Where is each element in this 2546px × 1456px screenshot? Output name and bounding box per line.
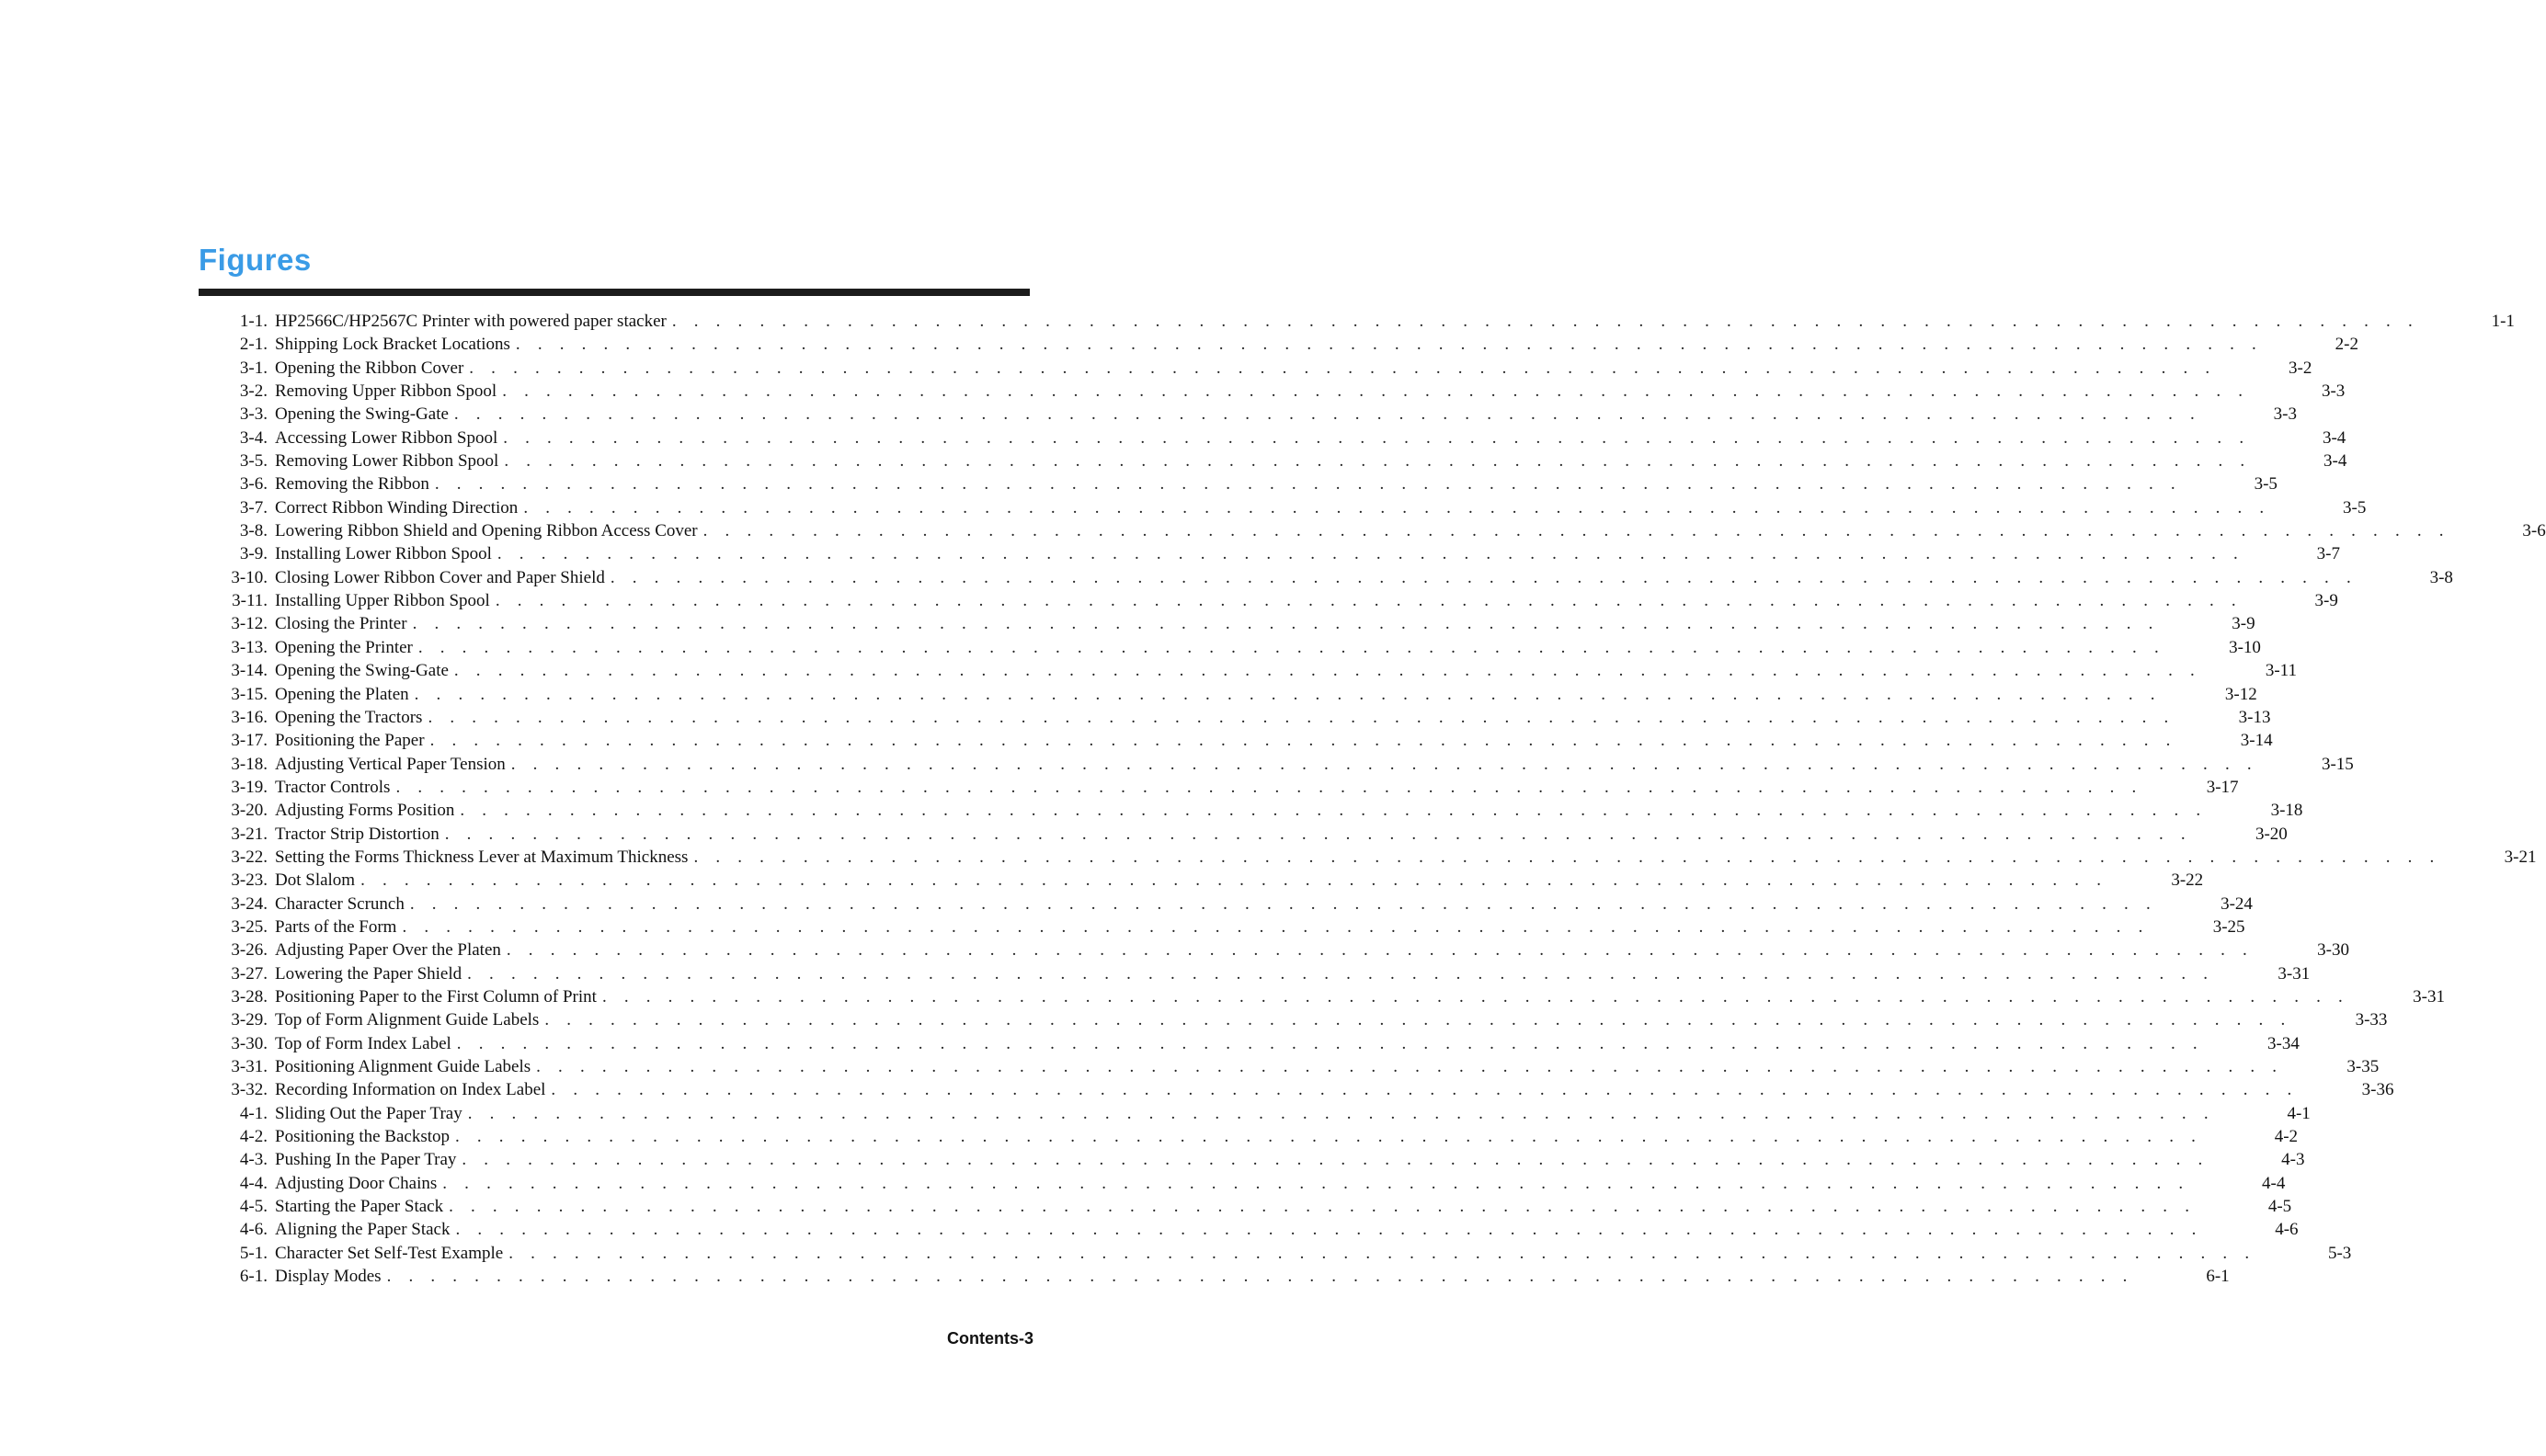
- dot-leader: . . . . . . . . . . . . . . . . . . . . . . . . . . . . . . . . . . . . . . . . . . . . . . . . . . . . . . . . . . . . . . . . . . . . . . . . . . . . . . . .: [467, 1103, 2215, 1123]
- figure-entry[interactable]: [211, 893, 2253, 917]
- figure-page: 3-35: [2346, 1057, 2380, 1076]
- figure-entry[interactable]: [211, 940, 2349, 963]
- figure-title: Adjusting Forms Position: [275, 801, 455, 821]
- figure-number: 3-9.: [239, 544, 268, 564]
- figure-entry[interactable]: [211, 1243, 2352, 1267]
- figure-title: Top of Form Alignment Guide Labels: [275, 1010, 540, 1030]
- figure-entry[interactable]: [211, 731, 2273, 754]
- figure-entry[interactable]: [211, 870, 2204, 893]
- figure-number: 3-2.: [239, 381, 268, 402]
- figure-number: 5-1.: [239, 1243, 268, 1263]
- figure-number: 3-18.: [231, 754, 268, 774]
- dot-leader: . . . . . . . . . . . . . . . . . . . . . . . . . . . . . . . . . . . . . . . . . . . . . . . . . . . . . . . . . . . . . . . . . . . . . . . . . . . . . . . .: [467, 963, 2215, 984]
- figure-title: Lowering the Paper Shield: [275, 963, 462, 984]
- heading-rule: [199, 289, 1030, 296]
- figure-entry[interactable]: [211, 824, 2288, 847]
- dot-leader: . . . . . . . . . . . . . . . . . . . . . . . . . . . . . . . . . . . . . . . . . . . . . . . . . . . . . . . . . . . . . . . . . . . . . . . . . . . . . . . .: [409, 893, 2157, 914]
- figure-entry[interactable]: [211, 847, 2537, 870]
- figure-page: 3-4: [2323, 451, 2347, 472]
- figure-title: Correct Ribbon Winding Direction: [275, 497, 519, 518]
- figure-entry[interactable]: [211, 1033, 2300, 1057]
- figure-number: 1-1.: [239, 312, 268, 331]
- figure-entry[interactable]: [211, 614, 2255, 637]
- figure-number: 4-3.: [239, 1150, 268, 1170]
- dot-leader: . . . . . . . . . . . . . . . . . . . . . . . . . . . . . . . . . . . . . . . . . . . . . . . . . . . . . . . . . . . . . . . . . . . . . . . . . . . . . . . .: [497, 544, 2244, 564]
- figure-page: 4-1: [2287, 1103, 2311, 1123]
- dot-leader: . . . . . . . . . . . . . . . . . . . . . . . . . . . . . . . . . . . . . . . . . . . . . . . . . . . . . . . . . . . . . . . . . . . . . . . . . . . . . . . .: [414, 684, 2162, 704]
- figure-number: 2-1.: [239, 335, 268, 355]
- figure-page: 3-7: [2316, 544, 2340, 564]
- figure-number: 3-24.: [231, 893, 268, 914]
- figure-number: 3-27.: [231, 963, 268, 984]
- figure-title: Positioning Alignment Guide Labels: [275, 1057, 531, 1076]
- figure-page: 3-33: [2355, 1010, 2388, 1030]
- figure-page: 4-5: [2267, 1197, 2292, 1217]
- figure-number: 3-31.: [231, 1057, 268, 1076]
- figure-title: Top of Form Index Label: [275, 1033, 451, 1053]
- dot-leader: . . . . . . . . . . . . . . . . . . . . . . . . . . . . . . . . . . . . . . . . . . . . . . . . . . . . . . . . . . . . . . . . . . . . . . . . . . . . . . . .: [412, 614, 2160, 634]
- dot-leader: . . . . . . . . . . . . . . . . . . . . . . . . . . . . . . . . . . . . . . . . . . . . . . . . . . . . . . . . . . . . . . . . . . . . . . . . . . . . . . . .: [702, 521, 2450, 541]
- figure-entry[interactable]: [211, 1127, 2299, 1150]
- figure-page: 3-9: [2232, 614, 2255, 634]
- figure-page: 4-4: [2262, 1173, 2286, 1193]
- figure-entry[interactable]: [211, 497, 2367, 521]
- figure-number: 3-13.: [231, 637, 268, 657]
- figure-number: 3-21.: [231, 824, 268, 844]
- figure-number: 3-29.: [231, 1010, 268, 1030]
- dot-leader: . . . . . . . . . . . . . . . . . . . . . . . . . . . . . . . . . . . . . . . . . . . . . . . . . . . . . . . . . . . . . . . . . . . . . . . . . . . . . . . .: [417, 637, 2165, 657]
- figure-page: 3-3: [2321, 381, 2346, 402]
- figure-page: 6-1: [2206, 1267, 2230, 1287]
- dot-leader: . . . . . . . . . . . . . . . . . . . . . . . . . . . . . . . . . . . . . . . . . . . . . . . . . . . . . . . . . . . . . . . . . . . . . . . . . . . . . . . .: [515, 335, 2263, 355]
- dot-leader: . . . . . . . . . . . . . . . . . . . . . . . . . . . . . . . . . . . . . . . . . . . . . . . . . . . . . . . . . . . . . . . . . . . . . . . . . . . . . . . .: [386, 1267, 2134, 1287]
- figure-page: 4-6: [2275, 1220, 2299, 1240]
- dot-leader: . . . . . . . . . . . . . . . . . . . . . . . . . . . . . . . . . . . . . . . . . . . . . . . . . . . . . . . . . . . . . . . . . . . . . . . . . . . . . . . .: [508, 1243, 2256, 1263]
- figure-page: 1-1: [2491, 312, 2515, 331]
- dot-leader: . . . . . . . . . . . . . . . . . . . . . . . . . . . . . . . . . . . . . . . . . . . . . . . . . . . . . . . . . . . . . . . . . . . . . . . . . . . . . . . .: [460, 801, 2208, 821]
- figure-title: Dot Slalom: [275, 870, 356, 891]
- dot-leader: . . . . . . . . . . . . . . . . . . . . . . . . . . . . . . . . . . . . . . . . . . . . . . . . . . . . . . . . . . . . . . . . . . . . . . . . . . . . . . . .: [453, 661, 2201, 681]
- figure-entry[interactable]: [211, 1173, 2286, 1197]
- figure-page: 3-3: [2273, 404, 2297, 425]
- dot-leader: . . . . . . . . . . . . . . . . . . . . . . . . . . . . . . . . . . . . . . . . . . . . . . . . . . . . . . . . . . . . . . . . . . . . . . . . . . . . . . . .: [503, 427, 2251, 448]
- figure-entry[interactable]: [211, 544, 2340, 567]
- figure-title: HP2566C/HP2567C Printer with powered paper stacker: [275, 312, 667, 331]
- figure-number: 3-3.: [239, 404, 268, 425]
- figure-page: 4-3: [2281, 1150, 2305, 1170]
- figure-title: Adjusting Door Chains: [275, 1173, 438, 1193]
- dot-leader: . . . . . . . . . . . . . . . . . . . . . . . . . . . . . . . . . . . . . . . . . . . . . . . . . . . . . . . . . . . . . . . . . . . . . . . . . . . . . . . .: [544, 1010, 2292, 1030]
- figure-title: Opening the Printer: [275, 637, 413, 657]
- figure-entry[interactable]: [211, 404, 2297, 427]
- figure-number: 3-32.: [231, 1080, 268, 1100]
- figure-page: 3-18: [2270, 801, 2303, 821]
- figure-entry[interactable]: [211, 1103, 2311, 1127]
- figure-title: Removing the Ribbon: [275, 474, 429, 495]
- dot-leader: . . . . . . . . . . . . . . . . . . . . . . . . . . . . . . . . . . . . . . . . . . . . . . . . . . . . . . . . . . . . . . . . . . . . . . . . . . . . . . . .: [462, 1150, 2209, 1170]
- figure-number: 4-6.: [239, 1220, 268, 1240]
- figure-number: 3-19.: [231, 777, 268, 797]
- dot-leader: . . . . . . . . . . . . . . . . . . . . . . . . . . . . . . . . . . . . . . . . . . . . . . . . . . . . . . . . . . . . . . . . . . . . . . . . . . . . . . . .: [395, 777, 2143, 797]
- figure-title: Aligning the Paper Stack: [275, 1220, 451, 1240]
- figure-page: 3-2: [2289, 358, 2312, 378]
- figure-title: Opening the Platen: [275, 684, 409, 704]
- figure-title: Accessing Lower Ribbon Spool: [275, 427, 498, 448]
- figure-number: 3-8.: [239, 521, 268, 541]
- figure-page: 3-25: [2212, 916, 2245, 937]
- figure-number: 3-25.: [231, 916, 268, 937]
- figure-number: 3-14.: [231, 661, 268, 681]
- figure-number: 6-1.: [239, 1267, 268, 1287]
- figure-entry[interactable]: [211, 777, 2239, 801]
- figure-number: 3-1.: [239, 358, 268, 378]
- figure-entry[interactable]: [211, 801, 2303, 824]
- figure-number: 3-11.: [232, 591, 268, 611]
- dot-leader: . . . . . . . . . . . . . . . . . . . . . . . . . . . . . . . . . . . . . . . . . . . . . . . . . . . . . . . . . . . . . . . . . . . . . . . . . . . . . . . .: [455, 1127, 2203, 1147]
- figure-entry[interactable]: [211, 567, 2453, 591]
- figure-title: Setting the Forms Thickness Lever at Maximum Thickness: [275, 847, 689, 867]
- figure-title: Lowering Ribbon Shield and Opening Ribbon Access Cover: [275, 521, 698, 541]
- figure-entry[interactable]: [211, 1080, 2394, 1103]
- figure-page: 3-17: [2206, 777, 2239, 797]
- figure-title: Opening the Ribbon Cover: [275, 358, 464, 378]
- figure-entry[interactable]: [211, 358, 2312, 381]
- figure-title: Sliding Out the Paper Tray: [275, 1103, 462, 1123]
- figure-page: 3-4: [2322, 427, 2346, 448]
- figure-page: 3-22: [2171, 870, 2204, 891]
- figure-page: 3-12: [2224, 684, 2257, 704]
- figure-title: Installing Lower Ribbon Spool: [275, 544, 492, 564]
- figure-title: Removing Lower Ribbon Spool: [275, 451, 499, 472]
- figure-title: Character Scrunch: [275, 893, 405, 914]
- dot-leader: . . . . . . . . . . . . . . . . . . . . . . . . . . . . . . . . . . . . . . . . . . . . . . . . . . . . . . . . . . . . . . . . . . . . . . . . . . . . . . . .: [456, 1033, 2204, 1053]
- figure-entry[interactable]: [211, 427, 2346, 451]
- figure-page: 3-5: [2254, 474, 2278, 495]
- figure-page: 3-20: [2255, 824, 2288, 844]
- figure-entry[interactable]: [211, 986, 2445, 1010]
- figure-entry[interactable]: [211, 1150, 2305, 1173]
- dot-leader: . . . . . . . . . . . . . . . . . . . . . . . . . . . . . . . . . . . . . . . . . . . . . . . . . . . . . . . . . . . . . . . . . . . . . . . . . . . . . . . .: [434, 474, 2182, 495]
- figure-page: 3-31: [2278, 963, 2311, 984]
- figure-entry[interactable]: [211, 591, 2338, 614]
- dot-leader: . . . . . . . . . . . . . . . . . . . . . . . . . . . . . . . . . . . . . . . . . . . . . . . . . . . . . . . . . . . . . . . . . . . . . . . . . . . . . . . .: [453, 404, 2201, 425]
- figure-entry[interactable]: [211, 637, 2261, 661]
- figure-title: Recording Information on Index Label: [275, 1080, 546, 1100]
- figure-number: 3-16.: [231, 707, 268, 727]
- figure-page: 5-3: [2327, 1243, 2352, 1263]
- figure-entry[interactable]: [211, 963, 2311, 987]
- figure-page: 3-14: [2240, 731, 2273, 751]
- figure-entry[interactable]: [211, 521, 2546, 544]
- figure-title: Opening the Swing-Gate: [275, 404, 449, 425]
- figure-title: Pushing In the Paper Tray: [275, 1150, 457, 1170]
- figure-entry[interactable]: [211, 1197, 2292, 1220]
- figure-page: 3-9: [2314, 591, 2338, 611]
- figure-title: Removing Upper Ribbon Spool: [275, 381, 497, 402]
- figure-page: 3-6: [2522, 521, 2546, 541]
- figure-entry[interactable]: [211, 754, 2354, 778]
- figure-number: 3-7.: [239, 497, 268, 518]
- figure-entry[interactable]: [211, 1267, 2230, 1290]
- dot-leader: . . . . . . . . . . . . . . . . . . . . . . . . . . . . . . . . . . . . . . . . . . . . . . . . . . . . . . . . . . . . . . . . . . . . . . . . . . . . . . . .: [428, 707, 2175, 727]
- dot-leader: . . . . . . . . . . . . . . . . . . . . . . . . . . . . . . . . . . . . . . . . . . . . . . . . . . . . . . . . . . . . . . . . . . . . . . . . . . . . . . . .: [671, 312, 2419, 331]
- dot-leader: . . . . . . . . . . . . . . . . . . . . . . . . . . . . . . . . . . . . . . . . . . . . . . . . . . . . . . . . . . . . . . . . . . . . . . . . . . . . . . . .: [402, 916, 2150, 937]
- figure-number: 3-10.: [231, 567, 268, 587]
- figure-number: 3-23.: [231, 870, 268, 891]
- figure-number: 3-26.: [231, 940, 268, 961]
- figure-number: 4-4.: [239, 1173, 268, 1193]
- dot-leader: . . . . . . . . . . . . . . . . . . . . . . . . . . . . . . . . . . . . . . . . . . . . . . . . . . . . . . . . . . . . . . . . . . . . . . . . . . . . . . . .: [360, 870, 2108, 891]
- figure-number: 3-22.: [231, 847, 268, 867]
- dot-leader: . . . . . . . . . . . . . . . . . . . . . . . . . . . . . . . . . . . . . . . . . . . . . . . . . . . . . . . . . . . . . . . . . . . . . . . . . . . . . . . .: [502, 381, 2250, 402]
- figure-number: 4-1.: [239, 1103, 268, 1123]
- figure-title: Positioning Paper to the First Column of Print: [275, 986, 597, 1007]
- dot-leader: . . . . . . . . . . . . . . . . . . . . . . . . . . . . . . . . . . . . . . . . . . . . . . . . . . . . . . . . . . . . . . . . . . . . . . . . . . . . . . . .: [444, 824, 2192, 844]
- figure-title: Installing Upper Ribbon Spool: [275, 591, 490, 611]
- figure-page: 3-34: [2267, 1033, 2300, 1053]
- figure-number: 3-4.: [239, 427, 268, 448]
- figure-page: 3-21: [2504, 847, 2537, 867]
- figure-page: 3-36: [2361, 1080, 2394, 1100]
- figure-page: 2-2: [2335, 335, 2358, 355]
- dot-leader: . . . . . . . . . . . . . . . . . . . . . . . . . . . . . . . . . . . . . . . . . . . . . . . . . . . . . . . . . . . . . . . . . . . . . . . . . . . . . . . .: [506, 940, 2254, 961]
- dot-leader: . . . . . . . . . . . . . . . . . . . . . . . . . . . . . . . . . . . . . . . . . . . . . . . . . . . . . . . . . . . . . . . . . . . . . . . . . . . . . . . .: [510, 754, 2258, 774]
- figure-number: 3-20.: [231, 801, 268, 821]
- dot-leader: . . . . . . . . . . . . . . . . . . . . . . . . . . . . . . . . . . . . . . . . . . . . . . . . . . . . . . . . . . . . . . . . . . . . . . . . . . . . . . . .: [455, 1220, 2203, 1240]
- figure-entry[interactable]: [211, 1010, 2388, 1033]
- figure-number: 4-2.: [239, 1127, 268, 1147]
- page-title: Figures: [199, 243, 312, 277]
- figure-title: Character Set Self-Test Example: [275, 1243, 504, 1263]
- figure-page: 3-11: [2265, 661, 2297, 681]
- figure-entry[interactable]: [211, 1057, 2380, 1080]
- figure-page: 3-8: [2429, 567, 2453, 587]
- figure-title: Tractor Controls: [275, 777, 391, 797]
- figure-title: Positioning the Backstop: [275, 1127, 450, 1147]
- figure-entry[interactable]: [211, 312, 2515, 335]
- figure-entry[interactable]: [211, 707, 2271, 731]
- figure-page: 3-31: [2413, 986, 2445, 1007]
- figure-number: 3-30.: [231, 1033, 268, 1053]
- dot-leader: . . . . . . . . . . . . . . . . . . . . . . . . . . . . . . . . . . . . . . . . . . . . . . . . . . . . . . . . . . . . . . . . . . . . . . . . . . . . . . . .: [504, 451, 2252, 472]
- dot-leader: . . . . . . . . . . . . . . . . . . . . . . . . . . . . . . . . . . . . . . . . . . . . . . . . . . . . . . . . . . . . . . . . . . . . . . . . . . . . . . . .: [429, 731, 2177, 751]
- figure-title: Starting the Paper Stack: [275, 1197, 444, 1217]
- dot-leader: . . . . . . . . . . . . . . . . . . . . . . . . . . . . . . . . . . . . . . . . . . . . . . . . . . . . . . . . . . . . . . . . . . . . . . . . . . . . . . . .: [693, 847, 2441, 867]
- dot-leader: . . . . . . . . . . . . . . . . . . . . . . . . . . . . . . . . . . . . . . . . . . . . . . . . . . . . . . . . . . . . . . . . . . . . . . . . . . . . . . . .: [449, 1197, 2197, 1217]
- figure-title: Adjusting Vertical Paper Tension: [275, 754, 506, 774]
- figure-entry[interactable]: [211, 684, 2257, 708]
- dot-leader: . . . . . . . . . . . . . . . . . . . . . . . . . . . . . . . . . . . . . . . . . . . . . . . . . . . . . . . . . . . . . . . . . . . . . . . . . . . . . . . .: [469, 358, 2217, 378]
- figure-title: Closing Lower Ribbon Cover and Paper Shield: [275, 567, 605, 587]
- figure-number: 3-15.: [231, 684, 268, 704]
- figure-title: Positioning the Paper: [275, 731, 425, 751]
- dot-leader: . . . . . . . . . . . . . . . . . . . . . . . . . . . . . . . . . . . . . . . . . . . . . . . . . . . . . . . . . . . . . . . . . . . . . . . . . . . . . . . .: [442, 1173, 2190, 1193]
- figure-number: 3-6.: [239, 474, 268, 495]
- figure-number: 3-28.: [231, 986, 268, 1007]
- figure-title: Opening the Swing-Gate: [275, 661, 449, 681]
- dot-leader: . . . . . . . . . . . . . . . . . . . . . . . . . . . . . . . . . . . . . . . . . . . . . . . . . . . . . . . . . . . . . . . . . . . . . . . . . . . . . . . .: [610, 567, 2358, 587]
- figure-entry[interactable]: [211, 1220, 2299, 1243]
- figure-entry[interactable]: [211, 381, 2346, 404]
- figure-page: 3-24: [2221, 893, 2253, 914]
- figure-entry[interactable]: [211, 335, 2358, 358]
- page-footer: Contents-3: [947, 1329, 1033, 1348]
- figure-page: 3-10: [2229, 637, 2261, 657]
- figure-page: 3-15: [2321, 754, 2354, 774]
- figure-title: Shipping Lock Bracket Locations: [275, 335, 510, 355]
- dot-leader: . . . . . . . . . . . . . . . . . . . . . . . . . . . . . . . . . . . . . . . . . . . . . . . . . . . . . . . . . . . . . . . . . . . . . . . . . . . . . . . .: [523, 497, 2271, 518]
- figure-page: 3-13: [2238, 707, 2271, 727]
- figure-entry[interactable]: [211, 661, 2297, 684]
- dot-leader: . . . . . . . . . . . . . . . . . . . . . . . . . . . . . . . . . . . . . . . . . . . . . . . . . . . . . . . . . . . . . . . . . . . . . . . . . . . . . . . .: [601, 986, 2349, 1007]
- figure-page: 4-2: [2274, 1127, 2299, 1147]
- figure-title: Display Modes: [275, 1267, 382, 1287]
- figure-page: 3-5: [2343, 497, 2367, 518]
- figure-title: Parts of the Form: [275, 916, 397, 937]
- figure-entry[interactable]: [211, 916, 2245, 940]
- figure-entry[interactable]: [211, 451, 2347, 474]
- dot-leader: . . . . . . . . . . . . . . . . . . . . . . . . . . . . . . . . . . . . . . . . . . . . . . . . . . . . . . . . . . . . . . . . . . . . . . . . . . . . . . . .: [536, 1057, 2284, 1076]
- figure-page: 3-30: [2317, 940, 2349, 961]
- figure-number: 3-5.: [239, 451, 268, 472]
- figure-list: [211, 312, 2546, 1290]
- figure-title: Closing the Printer: [275, 614, 407, 634]
- figure-number: 3-12.: [231, 614, 268, 634]
- figure-title: Opening the Tractors: [275, 707, 423, 727]
- figure-title: Adjusting Paper Over the Platen: [275, 940, 501, 961]
- figure-title: Tractor Strip Distortion: [275, 824, 440, 844]
- dot-leader: . . . . . . . . . . . . . . . . . . . . . . . . . . . . . . . . . . . . . . . . . . . . . . . . . . . . . . . . . . . . . . . . . . . . . . . . . . . . . . . .: [495, 591, 2243, 611]
- figure-number: 4-5.: [239, 1197, 268, 1217]
- figure-entry[interactable]: [211, 474, 2278, 497]
- figure-number: 3-17.: [231, 731, 268, 751]
- dot-leader: . . . . . . . . . . . . . . . . . . . . . . . . . . . . . . . . . . . . . . . . . . . . . . . . . . . . . . . . . . . . . . . . . . . . . . . . . . . . . . . .: [551, 1080, 2299, 1100]
